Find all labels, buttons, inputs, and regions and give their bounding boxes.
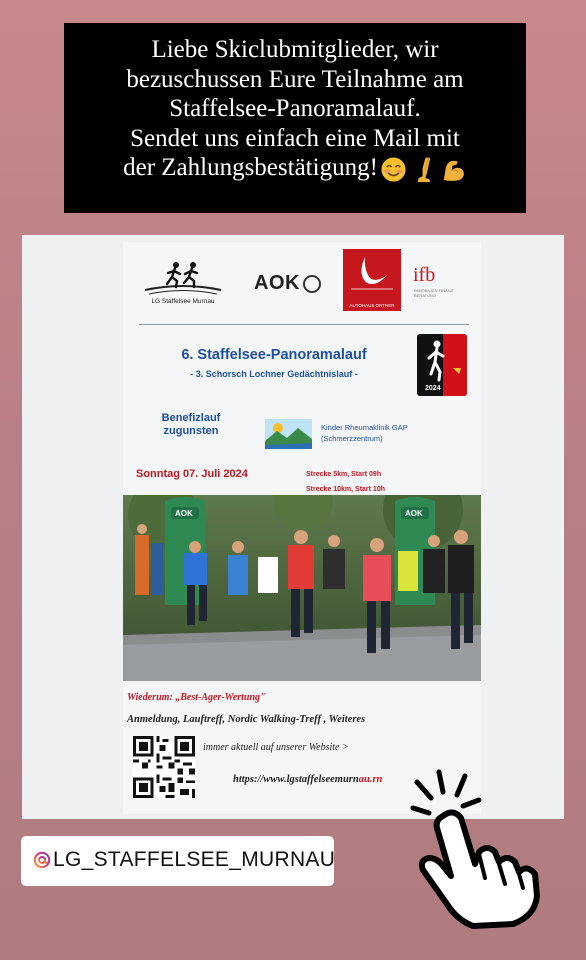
runners-icon: [143, 260, 223, 298]
landscape-icon: [265, 419, 312, 449]
mention-username: LG_STAFFELSEE_MURNAU: [53, 848, 336, 871]
website-url[interactable]: [233, 774, 382, 785]
qr-code: [133, 736, 195, 798]
distance-10km: Strecke 10km, Start 10h: [306, 486, 385, 493]
lg-staffelsee-logo: [143, 260, 223, 310]
caption-line: Staffelsee-Panoramalauf.: [169, 95, 421, 122]
flexed-biceps-icon: [440, 156, 467, 183]
caption-line: Sendet uns einfach eine Mail mit: [130, 124, 460, 152]
website-hint: immer aktuell auf unserer Website >: [203, 742, 349, 753]
autohaus-ortner-logo: [343, 249, 401, 311]
divider: [139, 324, 469, 325]
mention-sticker[interactable]: [21, 836, 334, 886]
caption-line: Liebe Skiclubmitglieder, wir: [151, 36, 439, 63]
medal-badge: [417, 334, 467, 396]
race-distances: [306, 467, 385, 497]
aok-text: AOK: [254, 272, 300, 294]
distance-5km: Strecke 5km, Start 09h: [306, 471, 382, 478]
best-ager-note: Wiederum: „Best-Ager-Wertung": [127, 692, 266, 703]
benefiz-label: Benefizlauf zugunsten: [161, 412, 221, 437]
klinik-info: [321, 422, 408, 444]
at-sign-icon: [33, 851, 51, 869]
aok-logo: [254, 272, 321, 295]
emoji-row: [380, 156, 467, 183]
event-title: 6. Staffelsee-Panoramalauf: [181, 347, 367, 363]
aok-tree-icon: [303, 275, 321, 293]
url-main: https://www.lgstaffelseemurn: [233, 774, 359, 785]
klinik-line-2: (Schmerzzentrum): [321, 434, 383, 443]
ortner-text: AUTOHAUS ORTNER: [349, 303, 395, 308]
poster-card: [22, 235, 564, 819]
url-tail: au.rn: [358, 774, 383, 785]
caption-line: bezuschussen Eure Teilnahme am: [126, 65, 464, 93]
ifb-logo: ifb: [413, 264, 436, 286]
ortner-swoosh-icon: [343, 249, 401, 299]
medal-runner-icon: [417, 334, 467, 396]
story-caption: [64, 23, 526, 213]
sponsor-bar: [123, 242, 481, 320]
registration-info: Anmeldung, Lauftreff, Nordic Walking-Treff , Weiteres: [127, 714, 366, 725]
medal-year: 2024: [425, 385, 441, 392]
event-poster: [123, 242, 481, 814]
event-date: Sonntag 07. Juli 2024: [136, 468, 248, 480]
race-start-photo: [123, 495, 481, 681]
caption-line-text: der Zahlungsbestätigung!: [123, 154, 378, 181]
event-subtitle: - 3. Schorsch Lochner Gedächtnislauf -: [190, 369, 358, 379]
leg-icon: [410, 156, 437, 183]
lg-logo-text: LG Staffelsee Murnau: [151, 298, 215, 305]
klinik-line-1: Kinder Rheumaklinik GAP: [321, 423, 408, 432]
smiling-face-icon: [380, 156, 407, 183]
ifb-subtitle: IMMOBILIEN FINANZ BERATUNG: [414, 288, 454, 298]
caption-line-last: [70, 153, 520, 183]
pointing-hand-icon: [395, 768, 545, 930]
photo-banner-aok: AOK: [175, 509, 193, 518]
photo-banner-aok-2: AOK: [405, 509, 423, 518]
